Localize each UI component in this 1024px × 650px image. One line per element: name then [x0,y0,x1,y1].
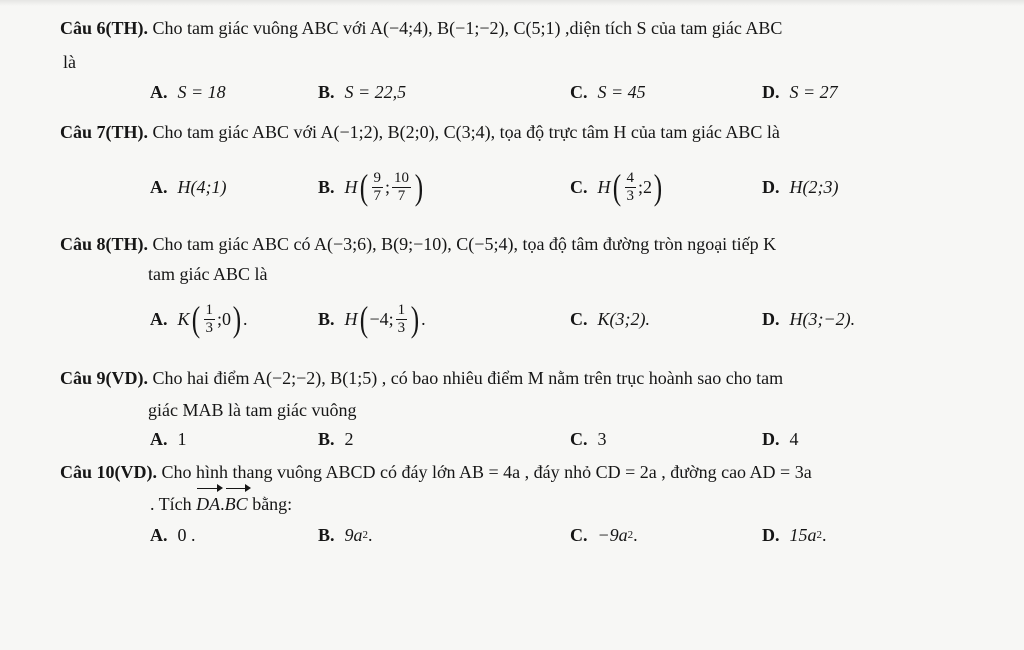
question-8-options [0,296,1024,342]
option-10b[interactable]: B. 9a 2 . [318,524,373,545]
option-8a[interactable]: A. K ( $\frac{1}{3}$ ;0 ) . [150,299,248,339]
question-6-label: Câu 6(TH). [60,18,149,38]
question-7-label: Câu 7(TH). [60,122,149,142]
question-10-text-cont: . Tích DA.BC bằng: [150,490,1024,518]
option-8d[interactable]: D. H(3;−2). [762,308,856,329]
option-6d[interactable]: D. S = 27 [762,81,838,102]
option-8b[interactable]: B. H ( −4; $\frac{1}{3}$ ) . [318,299,426,339]
option-9d[interactable]: D. 4 [762,428,799,449]
option-7b[interactable]: B. H ( $\frac{9}{7}$ ; $\frac{10}{7}$ ) [318,167,424,207]
vector-da: DA [196,490,220,518]
option-6b[interactable]: B. S = 22,5 [318,81,407,102]
option-9b[interactable]: B. 2 [318,428,354,449]
option-7c[interactable]: C. H ( $\frac{4}{3}$ ;2 ) [570,167,663,207]
question-7-options [0,164,1024,210]
question-9-options [0,424,1024,454]
option-10c[interactable]: C. −9a 2 . [570,524,638,545]
option-6a[interactable]: A. S = 18 [150,81,226,102]
option-10d[interactable]: D. 15a 2 . [762,524,827,545]
question-10-options [0,520,1024,550]
question-9 [60,364,990,392]
option-7d[interactable]: D. H(2;3) [762,176,839,197]
question-6-options [0,72,1024,112]
question-8-text-cont: tam giác ABC là [148,264,268,284]
question-6-text-cont: là [63,52,76,72]
fraction: $\frac{1}{3}$ [205,301,214,336]
option-10a[interactable]: A. 0 . [150,524,196,545]
option-7a[interactable]: A. H(4;1) [150,176,227,197]
question-6-text: Cho tam giác vuông ABC với A(−4;4), B(−1;−2), C(5;1) ,diện tích S của tam giác ABC [152,18,783,38]
option-9a[interactable]: A. 1 [150,428,187,449]
vector-bc: BC [225,490,248,518]
fraction: $\frac{4}{3}$ [626,169,634,204]
fraction: $\frac{1}{3}$ [397,301,406,336]
option-9c[interactable]: C. 3 [570,428,607,449]
question-10 [60,458,990,486]
question-6 [60,14,990,42]
question-8-label: Câu 8(TH). [60,234,149,254]
question-9-text: Cho hai điểm A(−2;−2), B(1;5) , có bao nhiêu điểm M nằm trên trục hoành sao cho tam [152,368,784,388]
question-8 [60,230,990,258]
option-6c[interactable]: C. S = 45 [570,81,646,102]
question-9-text-cont: giác MAB là tam giác vuông [148,400,357,420]
option-8c[interactable]: C. K(3;2). [570,308,650,329]
fraction: $\frac{10}{7}$ [394,169,410,204]
question-7 [60,118,990,146]
fraction: $\frac{9}{7}$ [373,169,382,204]
question-7-text: Cho tam giác ABC với A(−1;2), B(2;0), C(3;4), tọa độ trực tâm H của tam giác ABC là [152,122,780,142]
question-10-label: Câu 10(VD). [60,462,157,482]
question-8-text: Cho tam giác ABC có A(−3;6), B(9;−10), C(−5;4), tọa độ tâm đường tròn ngoại tiếp K [152,234,777,254]
question-9-label: Câu 9(VD). [60,368,148,388]
question-10-text: Cho hình thang vuông ABCD có đáy lớn AB = 4a , đáy nhỏ CD = 2a , đường cao AD = 3a [161,462,812,482]
